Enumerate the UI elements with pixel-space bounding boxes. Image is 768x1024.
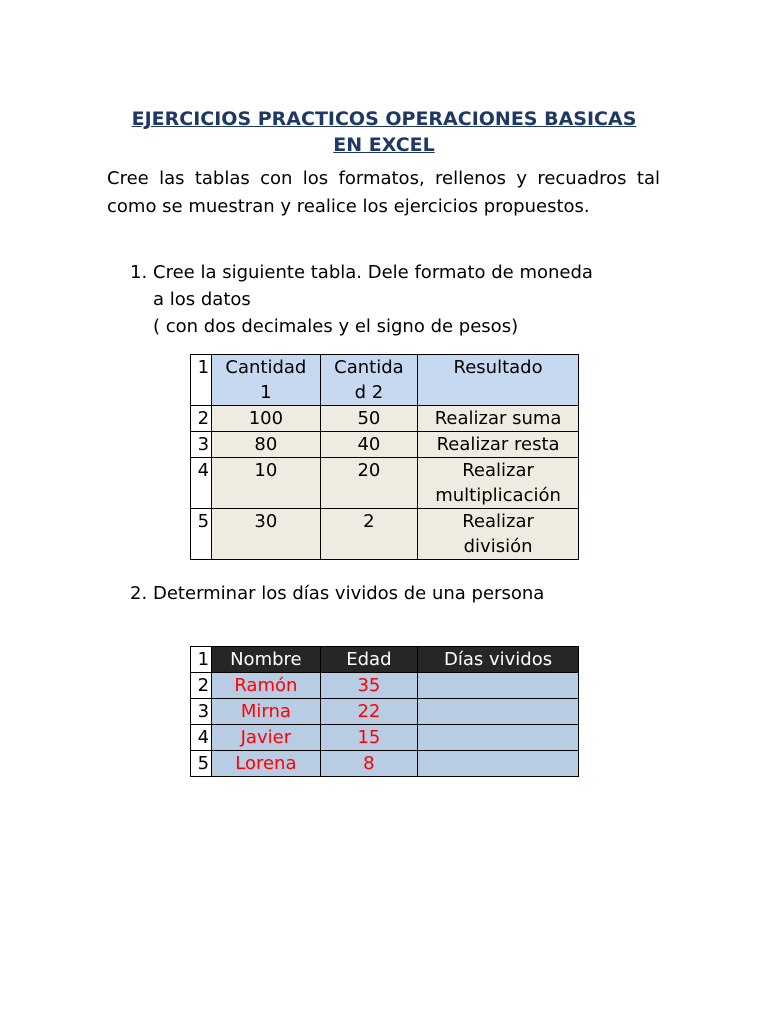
header-dias-vividos: Días vividos	[418, 647, 579, 673]
cell-resultado	[418, 406, 579, 432]
cell-cantidad-1: 100	[212, 406, 321, 432]
cell-cantidad-1: 30	[212, 509, 321, 560]
operations-table	[190, 354, 579, 560]
cell-resultado	[418, 458, 579, 509]
header-edad: Edad	[320, 647, 418, 673]
exercise-2-line-1: Determinar los días vividos de una persona	[153, 583, 545, 604]
exercise-1-line-3: ( con dos decimales y el signo de pesos)	[153, 316, 519, 337]
table-row	[191, 355, 579, 406]
table-row	[191, 458, 579, 509]
cell-cantidad-2: 2	[320, 509, 418, 560]
cell-edad: 15	[320, 725, 418, 751]
days-lived-table	[190, 646, 579, 777]
cell-dias-vividos	[418, 725, 579, 751]
header-cantidad-2-line-1: Cantida	[334, 357, 404, 378]
row-index: 3	[191, 699, 212, 725]
cell-edad: 35	[320, 673, 418, 699]
table-row	[191, 647, 579, 673]
cell-resultado-line-2: división	[463, 536, 533, 557]
title-line-1: EJERCICIOS PRACTICOS OPERACIONES BASICAS	[131, 108, 637, 130]
row-index: 5	[191, 509, 212, 560]
row-index: 2	[191, 673, 212, 699]
exercise-2	[130, 580, 670, 610]
document-title	[100, 106, 668, 158]
cell-cantidad-1: 10	[212, 458, 321, 509]
exercise-1-number: 1.	[130, 262, 148, 283]
cell-resultado-line-1: Realizar suma	[434, 408, 562, 429]
header-cantidad-2	[320, 355, 418, 406]
cell-nombre: Javier	[212, 725, 321, 751]
exercise-2-number: 2.	[130, 583, 148, 604]
exercise-1-line-1: Cree la siguiente tabla. Dele formato de moneda	[153, 262, 593, 283]
exercise-2-text	[153, 580, 544, 607]
table-row	[191, 725, 579, 751]
cell-edad: 8	[320, 751, 418, 777]
row-index: 2	[191, 406, 212, 432]
cell-cantidad-2: 20	[320, 458, 418, 509]
title-line-2: EN EXCEL	[333, 134, 435, 156]
table-row	[191, 406, 579, 432]
table-row	[191, 509, 579, 560]
row-index: 4	[191, 725, 212, 751]
header-cantidad-1	[212, 355, 321, 406]
cell-dias-vividos	[418, 673, 579, 699]
cell-edad: 22	[320, 699, 418, 725]
table-row	[191, 673, 579, 699]
row-index: 5	[191, 751, 212, 777]
cell-dias-vividos	[418, 699, 579, 725]
cell-resultado-line-1: Realizar	[462, 511, 534, 532]
cell-dias-vividos	[418, 751, 579, 777]
cell-resultado-line-1: Realizar resta	[436, 434, 560, 455]
row-index: 4	[191, 458, 212, 509]
cell-cantidad-1: 80	[212, 432, 321, 458]
cell-nombre: Ramón	[212, 673, 321, 699]
header-resultado: Resultado	[418, 355, 579, 406]
header-cantidad-1-line-2: 1	[260, 382, 272, 403]
exercise-1-text	[153, 259, 593, 340]
table-row	[191, 751, 579, 777]
table-row	[191, 699, 579, 725]
intro-paragraph: Cree las tablas con los formatos, rellenos y recuadros tal como se muestran y realice los ejercicios propuestos.	[107, 168, 660, 217]
cell-resultado-line-2: multiplicación	[435, 485, 561, 506]
cell-cantidad-2: 40	[320, 432, 418, 458]
row-index: 1	[191, 647, 212, 673]
cell-resultado	[418, 432, 579, 458]
exercise-1	[130, 259, 670, 343]
cell-nombre: Mirna	[212, 699, 321, 725]
row-index: 1	[191, 355, 212, 406]
cell-nombre: Lorena	[212, 751, 321, 777]
exercise-1-line-2: a los datos	[153, 289, 251, 310]
header-nombre: Nombre	[212, 647, 321, 673]
cell-resultado-line-1: Realizar	[462, 460, 534, 481]
table-row	[191, 432, 579, 458]
header-cantidad-1-line-1: Cantidad	[225, 357, 307, 378]
cell-resultado	[418, 509, 579, 560]
cell-cantidad-2: 50	[320, 406, 418, 432]
row-index: 3	[191, 432, 212, 458]
header-cantidad-2-line-2: d 2	[354, 382, 384, 403]
